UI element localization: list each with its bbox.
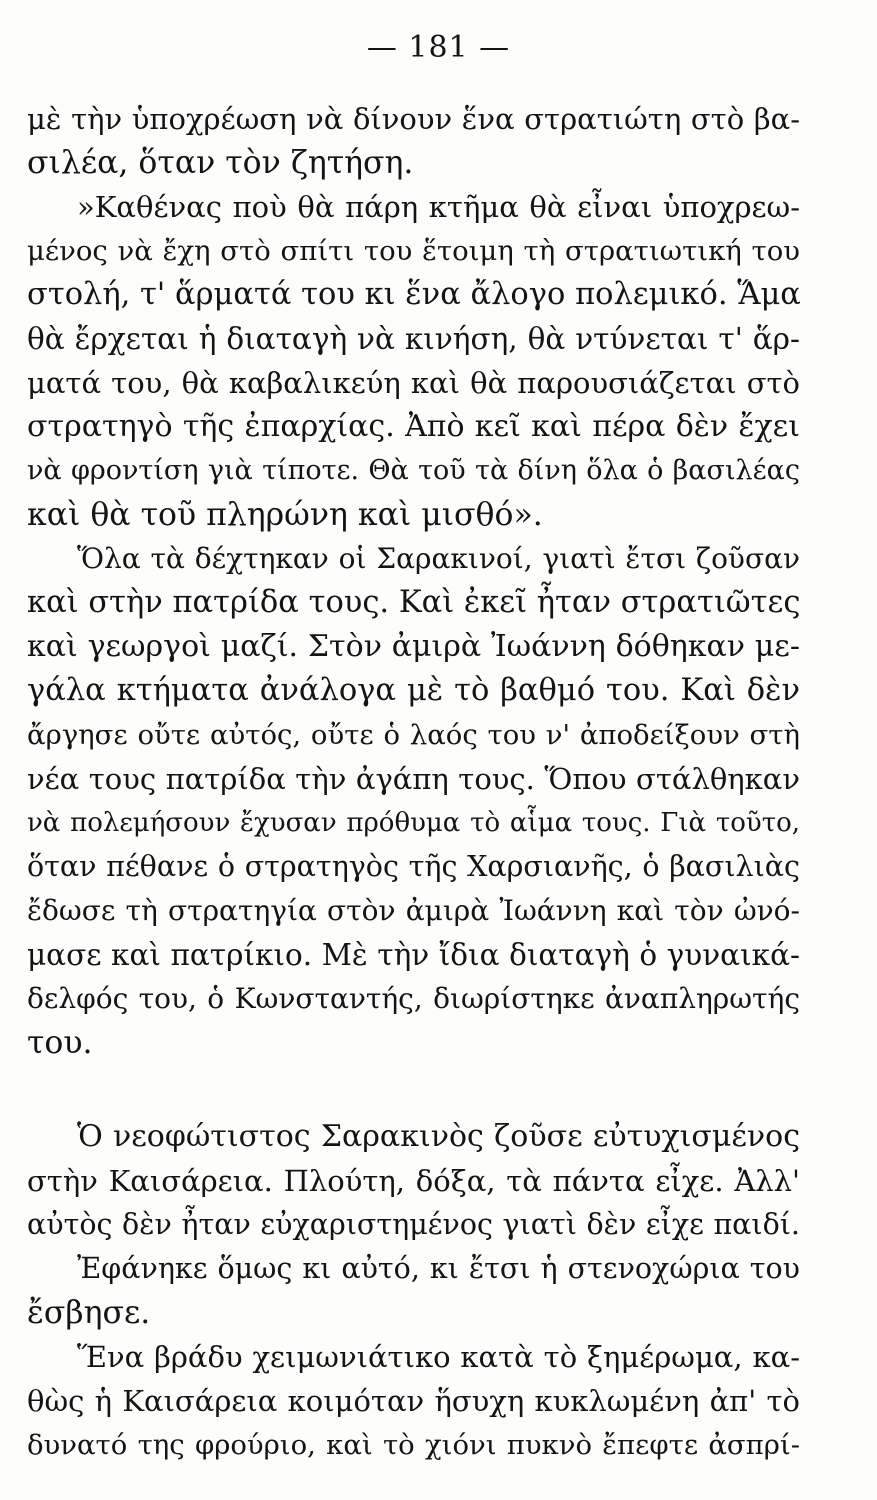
- text-line: ἔδωσε τὴ στρατηγία στὸν ἀμιρὰ Ἰωάννη καὶ τὸν ὠνό-: [27, 894, 800, 927]
- text-line: μασε καὶ πατρίκιο. Μὲ τὴν ἴδια διαταγὴ ὁ γυναικά-: [27, 938, 800, 972]
- text-line: ὅταν πέθανε ὁ στρατηγὸς τῆς Χαρσιανῆς, ὁ βασιλιὰς: [27, 850, 800, 883]
- text-line: ἄργησε οὔτε αὐτός, οὔτε ὁ λαός του ν' ἀποδείξουν στὴ: [27, 719, 800, 751]
- text-line: γάλα κτήματα ἀνάλογα μὲ τὸ βαθμό του. Καὶ δὲν: [27, 673, 800, 708]
- text-line: στρατηγὸ τῆς ἐπαρχίας. Ἀπὸ κεῖ καὶ πέρα δὲν ἔχει: [27, 409, 800, 444]
- text-line: Ἐφάνηκε ὅμως κι αὐτό, κι ἔτσι ἡ στενοχώρια του: [77, 1252, 800, 1285]
- page-number: — 181 —: [366, 30, 511, 65]
- text-line: καὶ στὴν πατρίδα τους. Καὶ ἐκεῖ ἦταν στρατιῶτες: [27, 585, 801, 620]
- text-line: στὴν Καισάρεια. Πλούτη, δόξα, τὰ πάντα εἶχε. Ἀλλ': [27, 1164, 800, 1198]
- text-line: »Καθένας ποὺ θὰ πάρη κτῆμα θὰ εἶναι ὑποχρεω-: [77, 190, 800, 224]
- text-line: του.: [27, 1025, 93, 1061]
- text-line: νὰ φροντίση γιὰ τίποτε. Θὰ τοῦ τὰ δίνη ὅλα ὁ βασιλέας: [27, 455, 800, 486]
- text-line: αὐτὸς δὲν ἦταν εὐχαριστημένος γιατὶ δὲν εἶχε παιδί.: [27, 1208, 800, 1241]
- text-line: στολή, τ' ἅρματά του κι ἕνα ἄλογο πολεμικό. Ἅμα: [27, 277, 801, 312]
- text-line: θὼς ἡ Καισάρεια κοιμόταν ἥσυχη κυκλωμένη ἀπ' τὸ: [27, 1384, 800, 1418]
- text-line: μένος νὰ ἔχη στὸ σπίτι του ἕτοιμη τὴ στρατιωτική του: [27, 235, 800, 267]
- text-line: καὶ θὰ τοῦ πληρώνη καὶ μισθό».: [27, 497, 543, 533]
- text-line: δυνατό της φρούριο, καὶ τὸ χιόνι πυκνὸ ἔπεφτε ἀσπρί-: [27, 1429, 800, 1461]
- text-line: νὰ πολεμήσουν ἔχυσαν πρόθυμα τὸ αἷμα τους. Γιὰ τοῦτο,: [27, 808, 800, 838]
- text-line: ματά του, θὰ καβαλικεύη καὶ θὰ παρουσιάζεται στὸ: [27, 366, 800, 400]
- text-line: Ὁ νεοφώτιστος Σαρακινὸς ζοῦσε εὐτυχισμένος: [77, 1119, 800, 1154]
- text-line: θὰ ἔρχεται ἡ διαταγὴ νὰ κινήση, θὰ ντύνεται τ' ἅρ-: [27, 322, 800, 356]
- text-line: νέα τους πατρίδα τὴν ἀγάπη τους. Ὅπου στάλθηκαν: [27, 762, 800, 796]
- text-line: ἔσβησε.: [27, 1295, 151, 1331]
- text-line: σιλέα, ὅταν τὸν ζητήση.: [27, 145, 414, 181]
- text-line: μὲ τὴν ὑποχρέωση νὰ δίνουν ἕνα στρατιώτη στὸ βα-: [27, 102, 800, 136]
- text-line: Ὅλα τὰ δέχτηκαν οἱ Σαρακινοί, γιατὶ ἔτσι ζοῦσαν: [77, 542, 800, 575]
- text-line: καὶ γεωργοὶ μαζί. Στὸν ἀμιρὰ Ἰωάννη δόθηκαν με-: [27, 629, 800, 664]
- text-line: Ἕνα βράδυ χειμωνιάτικο κατὰ τὸ ξημέρωμα, κα-: [77, 1340, 800, 1374]
- text-line: δελφός του, ὁ Κωνσταντής, διωρίστηκε ἀναπληρωτής: [27, 982, 800, 1015]
